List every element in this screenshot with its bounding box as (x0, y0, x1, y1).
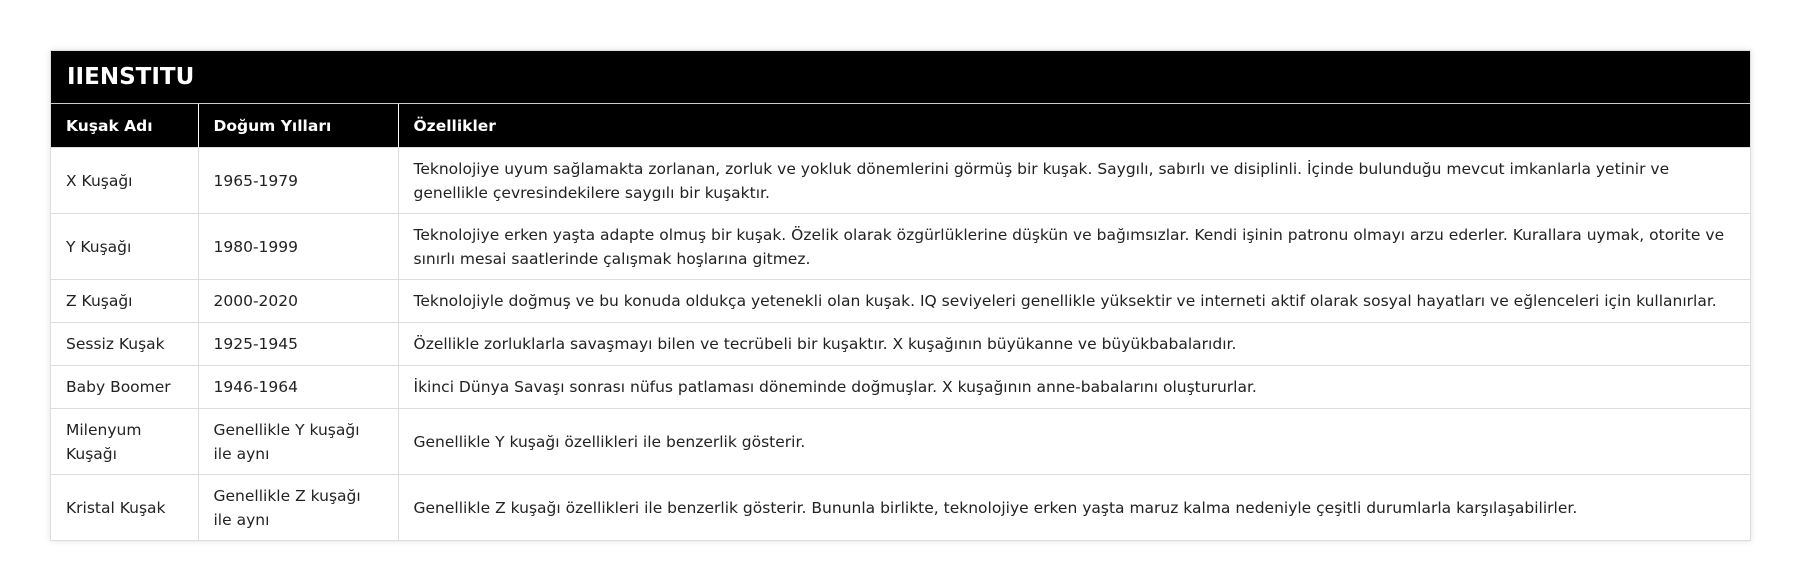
table-row (51, 148, 1750, 214)
table-row (51, 323, 1750, 366)
cell-years: Genellikle Y kuşağı ile aynı (198, 409, 398, 475)
cell-name: Milenyum Kuşağı (51, 409, 198, 475)
header-row (51, 104, 1750, 148)
cell-years: 1965-1979 (198, 148, 398, 214)
cell-name: Sessiz Kuşak (51, 323, 198, 366)
cell-name: Y Kuşağı (51, 214, 198, 280)
header-name: Kuşak Adı (51, 104, 198, 148)
header-traits: Özellikler (398, 104, 1750, 148)
cell-traits: Teknolojiye uyum sağlamakta zorlanan, zorluk ve yokluk dönemlerini görmüş bir kuşak. Saygılı, sabırlı ve disiplinli. İçinde bulunduğu mevcut imkanlarla yetinir ve genellikle çevresindekilere saygılı bir kuşaktır. (398, 148, 1750, 214)
table-title: IIENSTITU (51, 51, 1750, 104)
table-row (51, 409, 1750, 475)
cell-traits: Teknolojiye erken yaşta adapte olmuş bir kuşak. Özelik olarak özgürlüklerine düşkün ve bağımsızlar. Kendi işinin patronu olmayı arzu ederler. Kurallara uymak, otorite ve sınırlı mesai saatlerinde çalışmak hoşlarına gitmez. (398, 214, 1750, 280)
cell-years: 1925-1945 (198, 323, 398, 366)
cell-name: X Kuşağı (51, 148, 198, 214)
cell-name: Kristal Kuşak (51, 475, 198, 541)
cell-traits: Teknolojiyle doğmuş ve bu konuda oldukça yetenekli olan kuşak. IQ seviyeleri genellikle yüksektir ve interneti aktif olarak sosyal hayatları ve eğlenceleri için kullanırlar. (398, 280, 1750, 323)
cell-years: 1980-1999 (198, 214, 398, 280)
generations-table (51, 104, 1750, 540)
table-row (51, 475, 1750, 541)
cell-traits: Genellikle Z kuşağı özellikleri ile benzerlik gösterir. Bununla birlikte, teknolojiye erken yaşta maruz kalma nedeniyle çeşitli durumlarla karşılaşabilirler. (398, 475, 1750, 541)
generations-table-card (50, 50, 1751, 541)
cell-years: 2000-2020 (198, 280, 398, 323)
header-years: Doğum Yılları (198, 104, 398, 148)
cell-traits: Özellikle zorluklarla savaşmayı bilen ve tecrübeli bir kuşaktır. X kuşağının büyükanne ve büyükbabalarıdır. (398, 323, 1750, 366)
table-row (51, 280, 1750, 323)
cell-traits: Genellikle Y kuşağı özellikleri ile benzerlik gösterir. (398, 409, 1750, 475)
cell-name: Baby Boomer (51, 366, 198, 409)
cell-traits: İkinci Dünya Savaşı sonrası nüfus patlaması döneminde doğmuşlar. X kuşağının anne-babalarını oluştururlar. (398, 366, 1750, 409)
table-row (51, 366, 1750, 409)
cell-years: 1946-1964 (198, 366, 398, 409)
cell-name: Z Kuşağı (51, 280, 198, 323)
table-row (51, 214, 1750, 280)
cell-years: Genellikle Z kuşağı ile aynı (198, 475, 398, 541)
